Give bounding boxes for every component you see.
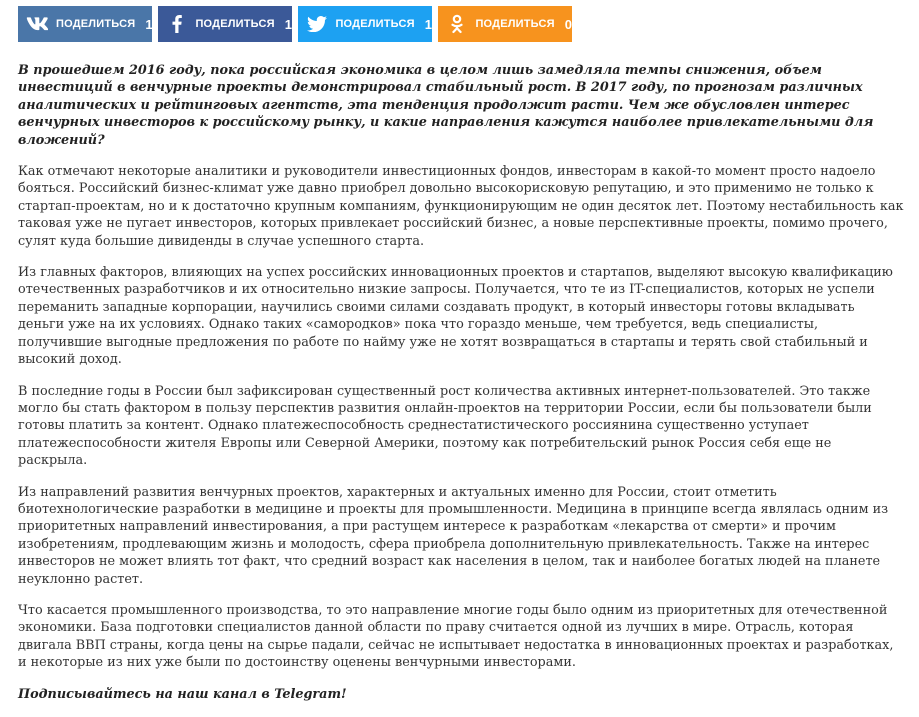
share-count: 1 <box>284 16 292 32</box>
share-count: 0 <box>564 16 572 32</box>
share-count: 1 <box>424 16 432 32</box>
share-buttons-row <box>18 6 572 42</box>
twitter-icon <box>306 14 327 34</box>
article-paragraph: Как отмечают некоторые аналитики и руководители инвестиционных фондов, инвесторам в какой-то момент просто надоело бояться. Российский бизнес-климат уже давно приобрел довольно высокорисковую репутацию, и это применимо не только к стартап-проектам, но и к достаточно крупным компаниям, функционирующим не один десяток лет. Поэтому нестабильность как таковая уже не пугает инвесторов, которых привлекает российский бизнес, а новые перспективные проекты, помимо прочего, сулят куда большие дивиденды в случае успешного старта. <box>18 164 904 249</box>
share-twitter-button[interactable] <box>298 6 432 42</box>
share-count: 1 <box>145 16 153 32</box>
odnoklassniki-icon <box>446 14 467 34</box>
vk-icon <box>26 14 48 34</box>
share-label: ПОДЕЛИТЬСЯ <box>195 18 275 30</box>
share-odnoklassniki-button[interactable] <box>438 6 572 42</box>
article-body <box>18 62 904 717</box>
telegram-subscribe-cta: Подписывайтесь на наш канал в Telegram! <box>18 686 347 702</box>
share-vk-button[interactable] <box>18 6 152 42</box>
article-paragraph: Что касается промышленного производства, то это направление многие годы было одним из приоритетных для отечественной экономики. База подготовки специалистов данной области по праву считается одной из лучших в мире. Отрасль, которая двигала ВВП страны, когда цены на сырье падали, сейчас не испытывает недостатка в инновационных проектах и разработках, и некоторые из них уже были по достоинству оценены венчурными инвесторами. <box>18 602 894 671</box>
article-lead: В прошедшем 2016 году, пока российская экономика в целом лишь замедляла темпы снижения, объем инвестиций в венчурные проекты демонстрировал стабильный рост. В 2017 году, по прогнозам различных аналитических и рейтинговых агентств, эта тенденция продолжит расти. Чем же обусловлен интерес венчурных инвесторов к российскому рынку, и какие направления кажутся наиболее привлекательными для вложений? <box>18 63 874 148</box>
share-label: ПОДЕЛИТЬСЯ <box>56 18 136 30</box>
share-facebook-button[interactable] <box>158 6 292 42</box>
share-label: ПОДЕЛИТЬСЯ <box>335 18 415 30</box>
article-paragraph: Из главных факторов, влияющих на успех российских инновационных проектов и стартапов, выделяют высокую квалификацию отечественных разработчиков и их относительно низкие запросы. Получается, что те из IT-специалистов, которых не успели переманить западные корпорации, научились своими силами создавать продукт, в который инвесторы готовы вкладывать деньги уже на их условиях. Однако таких «самородков» пока что гораздо меньше, чем требуется, ведь специалисты, получившие выгодные предложения по работе по найму уже не хотят возвращаться в стартапы и терять свой стабильный и высокий доход. <box>18 265 893 368</box>
article-paragraph: В последние годы в России был зафиксирован существенный рост количества активных интернет-пользователей. Это также могло бы стать фактором в пользу перспектив развития онлайн-проектов на территории России, если бы пользователи были готовы платить за контент. Однако платежеспособность среднестатистического россиянина существенно уступает платежеспособности жителя Европы или Северной Америки, поэтому как потребительский рынок Россия себя еще не раскрыла. <box>18 383 872 469</box>
article-paragraph: Из направлений развития венчурных проектов, характерных и актуальных именно для России, стоит отметить биотехнологические разработки в медицине и проекты для промышленности. Медицина в принципе всегда являлась одним из приоритетных направлений инвестирования, а при растущем интересе к разработкам «лекарства от смерти» и прочим изобретениям, продлевающим жизнь и молодость, сфера приобрела дополнительную привлекательность. Также на интерес инвесторов не может влиять тот факт, что средний возраст как населения в целом, так и наиболее богатых людей на планете неуклонно растет. <box>18 484 889 587</box>
share-label: ПОДЕЛИТЬСЯ <box>475 18 555 30</box>
facebook-icon <box>166 14 187 34</box>
